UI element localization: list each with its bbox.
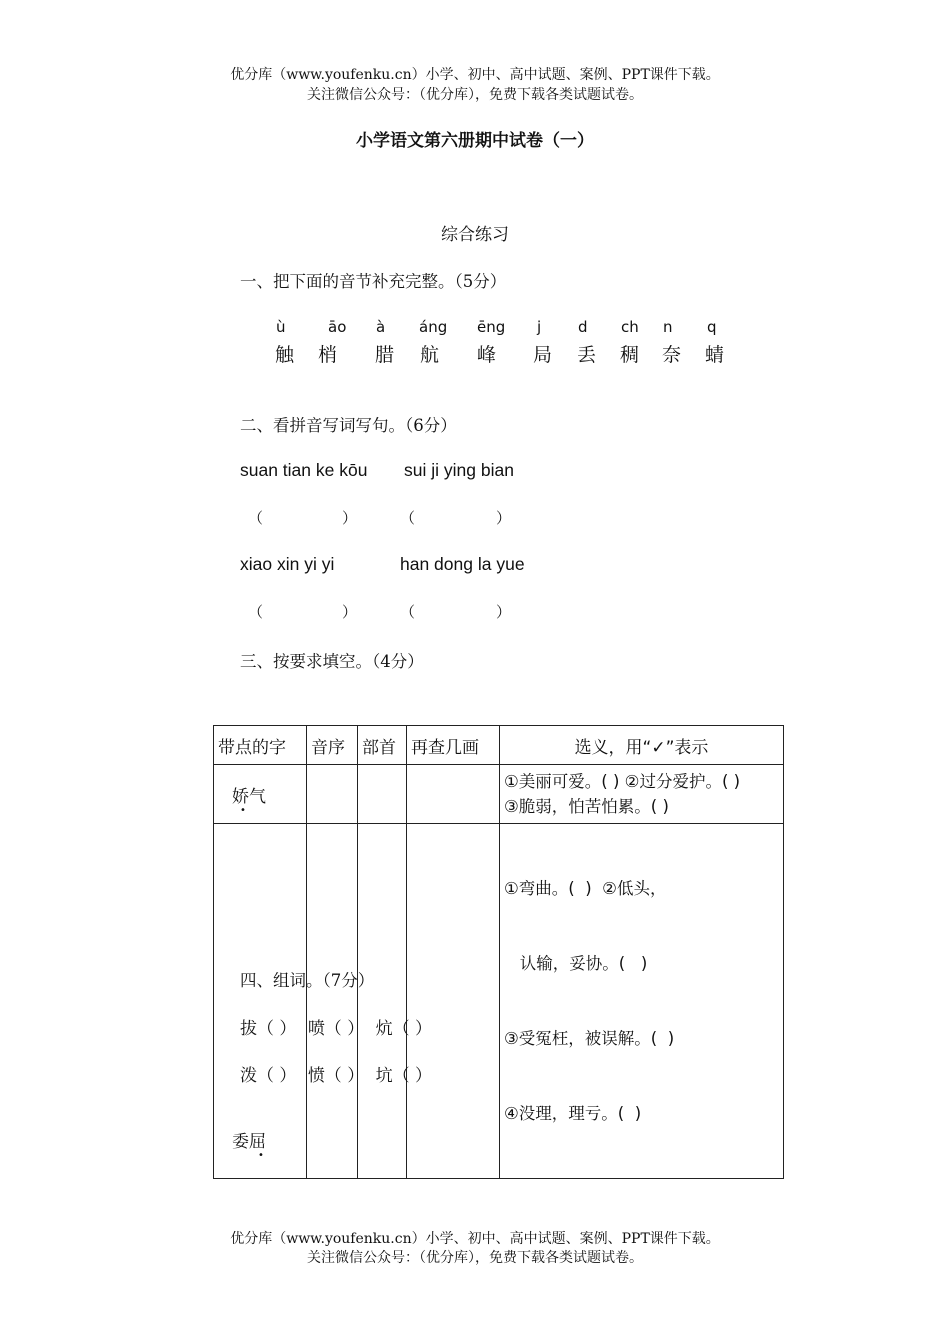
meaning-options — [500, 824, 784, 1179]
dotted-word — [232, 1127, 266, 1161]
answer-cell[interactable] — [407, 824, 500, 1179]
col-header: 音序 — [307, 726, 358, 765]
pinyin-syllable: ù — [276, 318, 286, 336]
word-group-item: 喷（ ） — [307, 1019, 365, 1039]
meaning-option: ①弯曲。( ) ②低头， — [504, 879, 667, 898]
pinyin-prompt: han dong la yue — [400, 554, 525, 574]
answer-blank-open: （ — [400, 509, 416, 527]
col-header: 部首 — [358, 726, 407, 765]
pinyin-syllable: ēng — [477, 318, 506, 336]
answer-blank-open: （ — [248, 603, 264, 621]
answer-blank-close: ） — [496, 603, 512, 621]
pinyin-syllable: j — [537, 318, 542, 336]
hanzi: 奈 — [662, 344, 682, 366]
footer-line-1: 优分库（www.youfenku.cn）小学、初中、高中试题、案例、PPT课件下载。 — [230, 1231, 720, 1247]
pinyin-syllable: áng — [419, 318, 448, 336]
pinyin-prompt: suan tian ke kōu — [240, 460, 368, 480]
hanzi: 腊 — [375, 344, 395, 366]
emphasis-dot-icon: • — [240, 804, 246, 816]
word-group-item: 愤（ ） — [307, 1066, 365, 1086]
meaning-option: ③脆弱，怕苦怕累。( ) — [504, 797, 669, 816]
word-group-item: 炕（ ） — [375, 1019, 433, 1039]
word-group-item: 泼（ ） — [240, 1066, 297, 1086]
question-2-heading: 二、看拼音写词写句。（6分） — [240, 416, 457, 435]
word-text: 娇气 — [232, 786, 266, 807]
header-line-2: 关注微信公众号：（优分库），免费下载各类试题试卷。 — [307, 87, 643, 103]
meaning-option: ③受冤枉，被误解。( ) — [504, 1029, 675, 1048]
answer-cell[interactable] — [307, 824, 358, 1179]
pinyin-prompt: xiao xin yi yi — [240, 554, 335, 574]
pinyin-syllable: à — [376, 318, 386, 336]
answer-cell[interactable] — [407, 765, 500, 824]
answer-blank-close: ） — [496, 509, 512, 527]
answer-blank-open: （ — [248, 509, 264, 527]
answer-blank-close: ） — [342, 603, 358, 621]
table-row — [214, 824, 784, 1179]
hanzi: 峰 — [477, 344, 497, 366]
meaning-options — [500, 765, 784, 824]
table-header-row — [214, 726, 784, 765]
answer-blank-open: （ — [400, 603, 416, 621]
word-group-item: 拔（ ） — [240, 1019, 297, 1039]
footer-line-2: 关注微信公众号：（优分库），免费下载各类试题试卷。 — [307, 1250, 643, 1266]
section-subtitle: 综合练习 — [441, 225, 509, 245]
header-line-1: 优分库（www.youfenku.cn）小学、初中、高中试题、案例、PPT课件下载。 — [230, 67, 720, 83]
hanzi: 丢 — [577, 344, 597, 366]
dotted-word-cell — [214, 765, 307, 824]
meaning-option: 认输，妥协。( ) — [504, 954, 648, 973]
dictionary-table — [213, 725, 784, 1179]
pinyin-syllable: n — [663, 318, 673, 336]
pinyin-syllable: ch — [621, 318, 639, 336]
emphasis-dot-icon: • — [258, 1150, 264, 1161]
col-header: 带点的字 — [214, 726, 307, 765]
question-3-heading: 三、按要求填空。（4分） — [240, 652, 424, 671]
page-title: 小学语文第六册期中试卷（一） — [356, 131, 594, 151]
meaning-option: ④没理，理亏。( ) — [504, 1104, 642, 1123]
table-row — [214, 765, 784, 824]
answer-cell[interactable] — [358, 765, 407, 824]
question-4-heading: 四、组词。（7分） — [240, 971, 375, 990]
dotted-word-cell — [214, 824, 307, 1179]
hanzi: 局 — [533, 344, 553, 366]
answer-blank-close: ） — [342, 509, 358, 527]
answer-cell[interactable] — [307, 765, 358, 824]
meaning-option: ①美丽可爱。( ) ②过分爱护。( ) — [504, 772, 741, 791]
col-header: 选义，用“✓”表示 — [500, 726, 784, 765]
col-header: 再查几画 — [407, 726, 500, 765]
word-group-row — [240, 1014, 438, 1039]
question-1-heading: 一、把下面的音节补充完整。（5分） — [240, 272, 507, 291]
dotted-word — [232, 782, 266, 816]
hanzi: 触 — [275, 344, 295, 366]
word-text: 委屈 — [232, 1132, 266, 1152]
word-group-row — [240, 1061, 438, 1086]
word-group-item: 坑（ ） — [375, 1066, 433, 1086]
answer-cell[interactable] — [358, 824, 407, 1179]
pinyin-prompt: sui ji ying bian — [404, 460, 514, 480]
pinyin-syllable: q — [707, 318, 717, 336]
pinyin-syllable: āo — [328, 318, 347, 336]
hanzi: 梢 — [318, 344, 338, 366]
hanzi: 航 — [420, 344, 440, 366]
hanzi: 稠 — [620, 344, 640, 366]
hanzi: 蜻 — [705, 344, 725, 366]
pinyin-syllable: d — [578, 318, 588, 336]
